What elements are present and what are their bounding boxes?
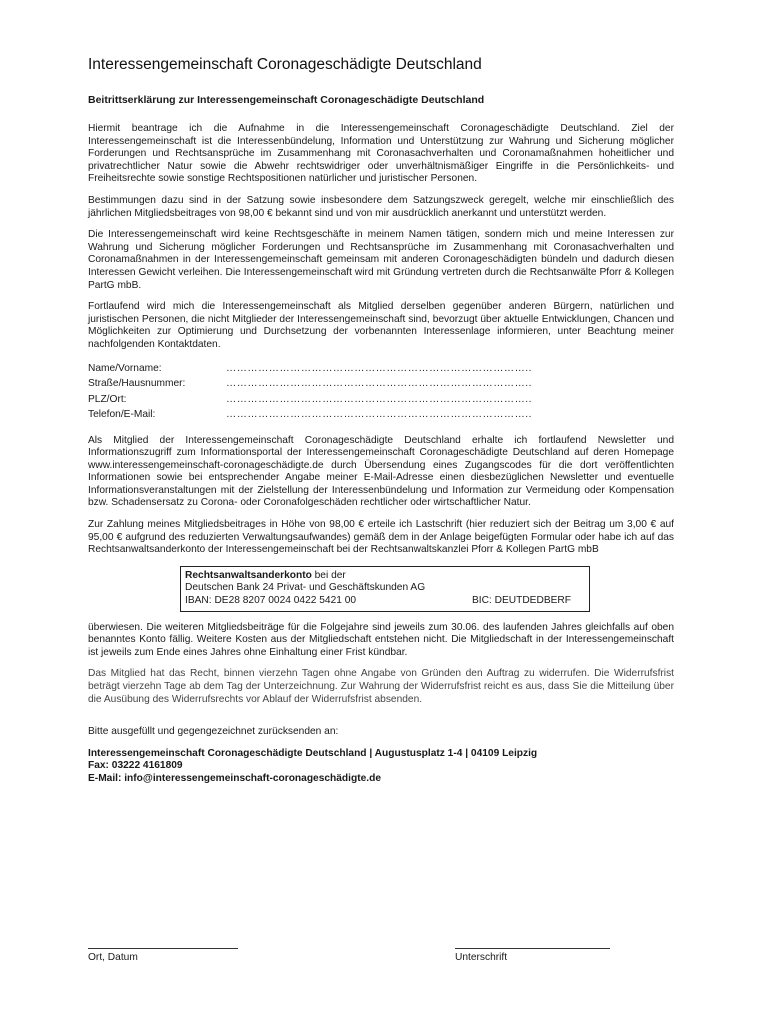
document-title: Interessengemeinschaft Coronageschädigte Deutschland [88, 56, 482, 73]
paragraph-statutes: Bestimmungen dazu sind in der Satzung sowie insbesondere dem Satzungszweck geregelt, welche mir einschließlich des jährlichen Mitgliedsbeitrages von 98,00 € bekannt sind und von mir ausdrücklich anerkannt und unterstützt werden. [88, 194, 674, 219]
form-row-phone [88, 407, 674, 423]
signature-line-right[interactable] [455, 948, 610, 949]
paragraph-withdrawal: Das Mitglied hat das Recht, binnen vierzehn Tagen ohne Angabe von Gründen den Auftrag zu widerrufen. Die Widerrufsfrist beträgt vierzehn Tage ab dem Tag der Unterzeichnung. Zur Wahrung der Widerrufsfrist reicht es aus, dass Sie die Mitteilung über die Ausübung des Widerrufsrechts vor Ablauf der Widerrufsfrist absenden. [88, 668, 674, 705]
paragraph-application: Hiermit beantrage ich die Aufnahme in die Interessengemeinschaft Coronageschädigte Deutschland. Ziel der Interessengemeinschaft ist die Interessenbündelung, Information und Unterstützung zur Wahrung und Sicherung möglicher Forderungen und Rechtsansprüche im Zusammenhang mit Coronasachverhalten und Coronamaßnahmen hoheitlicher und privatrechtlicher Natur sowie die Abwehr rechtswidriger oder unverhältnismäßiger Eingriffe in die Persönlichkeits- und Freiheitsrechte sowie sonstige Rechtspositionen natürlicher und juristischer Personen. [88, 123, 674, 185]
bank-account-rest: bei der [311, 569, 346, 581]
bank-name: Deutschen Bank 24 Privat- und Geschäftskunden AG [185, 582, 426, 594]
form-row-street [88, 376, 674, 392]
paragraph-payment: Zur Zahlung meines Mitgliedsbeitrages in Höhe von 98,00 € erteile ich Lastschrift (hier reduziert sich der Beitrag um 3,00 € auf 95,00 € aufgrund des reduzierten Verwaltungsaufwandes) gemäß dem in der Anlage beigefügten Formular oder habe ich auf das Rechtsanwaltsanderkonto der Interessengemeinschaft bei der Rechtsanwaltskanzlei Pforr & Kollegen PartG mbB [88, 519, 674, 556]
bank-account-bold: Rechtsanwaltsanderkonto [185, 569, 312, 581]
send-instruction: Bitte ausgefüllt und gegengezeichnet zurücksenden an: [88, 726, 339, 738]
signature-label: Unterschrift [455, 952, 508, 963]
bank-iban-row [185, 595, 575, 608]
bank-account-title [185, 570, 585, 583]
signature-place-date-label: Ort, Datum [88, 952, 138, 963]
paragraph-newsletter: Als Mitglied der Interessengemeinschaft Coronageschädigte Deutschland erhalte ich fortlaufend Newsletter und Informationszugriff zum Informationsportal der Interessengemeinschaft Coronageschädigte Deutschland auf deren Homepage www.interessengemeinschaft-coronageschädigte.de durch Übersendung eines Zugangscodes für die dort veröffentlichten Informationen sowie bei entsprechender Angabe meiner E-Mail-Adresse einen diesbezüglichen Newsletter und eventuelle Informationsveranstaltungen mit der Zielstellung der Interessenbündelung und Information zur Vermeidung oder Kompensation bzw. Schadensersatz zu Corona- oder Coronafolgeschäden rechtlicher oder wirtschaftlicher Natur. [88, 434, 674, 509]
signature-place-date [88, 948, 238, 963]
signature-line-left[interactable] [88, 948, 238, 949]
form-row-name [88, 361, 674, 377]
paragraph-fees: überwiesen. Die weiteren Mitgliedsbeiträge für die Folgejahre sind jeweils zum 30.06. des laufenden Jahres gleichfalls auf oben benanntes Konto fällig. Weitere Kosten aus der Mitgliedschaft entstehen nicht. Die Mitgliedschaft in der Interessengemeinschaft ist jeweils zum Ende eines Jahres ohne Einhaltung einer Frist kündbar. [88, 621, 674, 658]
form-field-name[interactable]: ………………………………………………………………………….. [226, 362, 532, 374]
paragraph-information: Fortlaufend wird mich die Interessengemeinschaft als Mitglied derselben gegenüber anderen Bürgern, natürlichen und juristischen Personen, die nicht Mitglieder der Interessengemeinschaft sind, bevorzugt über aktuelle Entwicklungen, Chancen und Möglichkeiten zur Optimierung und Durchsetzung der vorbenannten Interessenlage informieren, unter Beachtung meiner nachfolgenden Kontaktdaten. [88, 301, 674, 350]
form-field-street[interactable]: ………………………………………………………………………….. [226, 378, 532, 389]
form-field-city[interactable]: ………………………………………………………………………….. [226, 393, 532, 405]
contact-form [88, 361, 674, 423]
form-label-city: PLZ/Ort: [88, 393, 127, 405]
paragraph-representation: Die Interessengemeinschaft wird keine Rechtsgeschäfte in meinem Namen tätigen, sondern mich und meine Interessen zur Wahrung und Sicherung möglicher Forderungen und Rechtsansprüche im Zusammenhang mit Coronasachverhalten und Coronamaßnahmen in der Interessengemeinschaft gemeinsam mit anderen Coronageschädigten bündeln und dadurch diesen Interessen Gewicht verleihen. Die Interessengemeinschaft wird mit Gründung vertreten durch die Rechtsanwälte Pforr & Kollegen PartG mbB. [88, 229, 674, 291]
bank-account-box [180, 566, 590, 612]
document-subtitle: Beitrittserklärung zur Interessengemeinschaft Coronageschädigte Deutschland [88, 94, 485, 106]
form-label-street: Straße/Hausnummer: [88, 378, 186, 389]
form-row-city [88, 392, 674, 408]
contact-email: E-Mail: info@interessengemeinschaft-coronageschädigte.de [88, 772, 381, 784]
contact-address: Interessengemeinschaft Coronageschädigte Deutschland | Augustusplatz 1-4 | 04109 Leipzig [88, 747, 538, 759]
signature-signature [455, 948, 610, 963]
form-label-phone: Telefon/E-Mail: [88, 409, 156, 420]
contact-fax: Fax: 03222 4161809 [88, 760, 183, 772]
bank-bic: BIC: DEUTDEDBERF [471, 595, 571, 607]
form-field-phone[interactable]: ………………………………………………………………………….. [226, 409, 532, 420]
document-page [88, 56, 674, 786]
bank-iban: IBAN: DE28 8207 0024 0422 5421 00 [185, 595, 357, 607]
form-label-name: Name/Vorname: [88, 362, 162, 374]
